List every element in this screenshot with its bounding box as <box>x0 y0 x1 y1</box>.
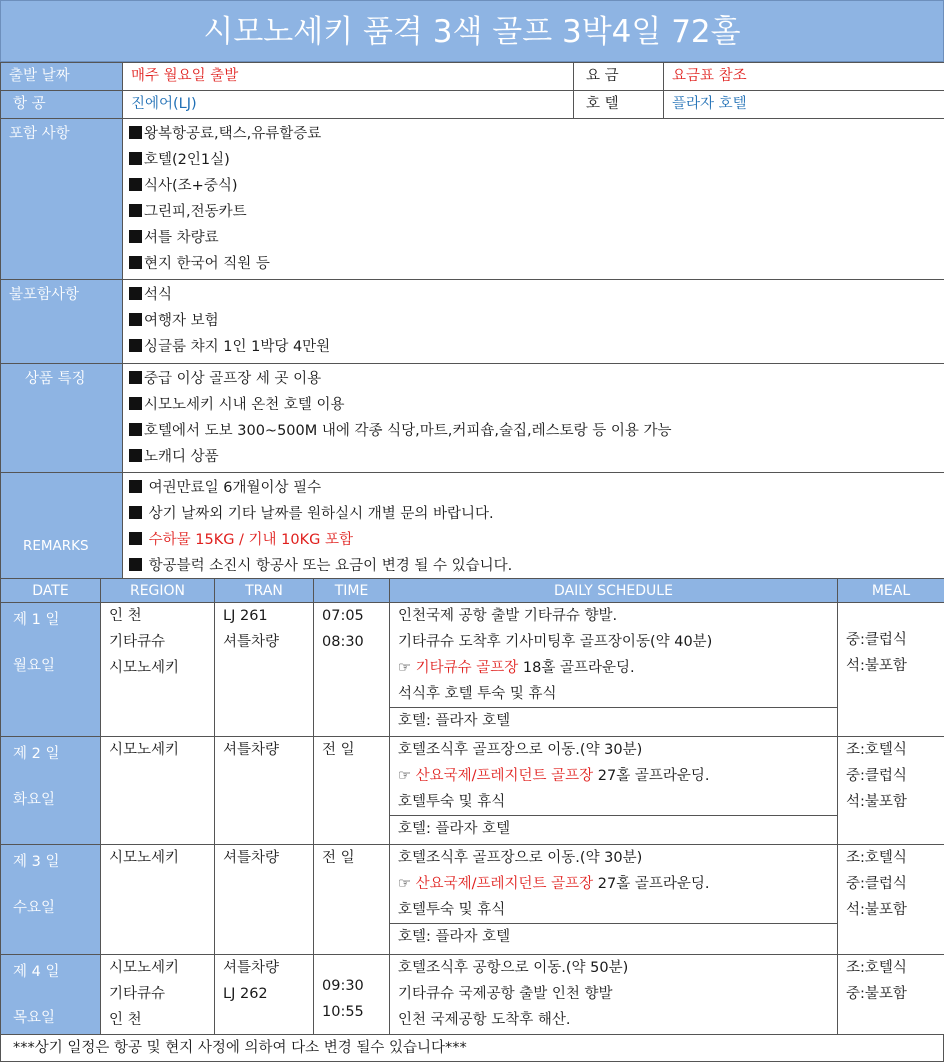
meal-cell <box>838 603 944 737</box>
fee-label: 요 금 <box>574 63 664 91</box>
hotel-label: 호 텔 <box>574 91 664 119</box>
remarks-list <box>123 473 944 582</box>
schedule-row <box>1 955 944 1035</box>
region-line: 시모노세키 <box>109 660 180 676</box>
pointing-hand-icon: ☞ <box>398 876 411 892</box>
pointing-hand-icon: ☞ <box>398 768 411 784</box>
list-item <box>129 553 938 579</box>
day-number: 제 1 일 <box>13 612 60 628</box>
region-line: 기타큐슈 <box>109 986 166 1002</box>
schedule-line: 기타큐슈 국제공항 출발 인천 향발 <box>398 986 613 1002</box>
list-item <box>129 444 938 470</box>
list-item-text: 그린피,전동카트 <box>144 204 247 220</box>
region-line: 시모노세키 <box>109 742 180 758</box>
meal-line: 석:불포함 <box>846 658 907 674</box>
daily-schedule-cell <box>390 845 838 955</box>
list-item-text: 현지 한국어 직원 등 <box>144 256 270 272</box>
daily-schedule-cell <box>390 955 838 1035</box>
list-item-text: 여행자 보험 <box>144 313 219 329</box>
schedule-line: 호텔투숙 및 휴식 <box>398 794 506 810</box>
day-number: 제 2 일 <box>13 746 60 762</box>
schedule-line: 인천국제 공항 출발 기타큐슈 향발. <box>398 608 618 624</box>
col-time: TIME <box>314 579 390 603</box>
time-line: 10:55 <box>322 1004 364 1020</box>
list-item <box>129 418 938 444</box>
schedule-line: 기타큐슈 도착후 기사미팅후 골프장이동(약 40분) <box>398 634 713 650</box>
features-list <box>123 364 944 473</box>
day-number: 제 3 일 <box>13 854 60 870</box>
region-cell <box>101 955 215 1035</box>
bullet-square-icon <box>129 178 142 191</box>
meal-line: 석:불포함 <box>846 902 907 918</box>
list-item-text: 식사(조+중식) <box>144 178 238 194</box>
pointing-hand-icon: ☞ <box>398 660 411 676</box>
col-date: DATE <box>1 579 101 603</box>
info-table <box>0 62 944 582</box>
bullet-square-icon <box>129 506 142 519</box>
golf-course-name: 산요국제/프레지던트 골프장 <box>411 768 594 784</box>
day-cell <box>1 737 101 845</box>
departure-label: 출발 날짜 <box>1 63 123 91</box>
meal-line: 중:클럽식 <box>846 632 907 648</box>
time-cell <box>314 845 390 955</box>
features-label: 상품 특징 <box>1 364 123 473</box>
region-line: 기타큐슈 <box>109 634 166 650</box>
list-item <box>129 392 938 418</box>
meal-line: 중:클럽식 <box>846 876 907 892</box>
meal-cell <box>838 845 944 955</box>
golf-line <box>398 655 829 681</box>
region-line: 인 천 <box>109 608 142 624</box>
day-cell <box>1 955 101 1035</box>
meal-line: 조:호텔식 <box>846 850 907 866</box>
day-weekday: 수요일 <box>13 900 56 916</box>
list-item-text: 여권만료일 6개월이상 필수 <box>144 480 322 496</box>
bullet-square-icon <box>129 313 142 326</box>
col-tran: TRAN <box>215 579 314 603</box>
airline-value: 진에어(LJ) <box>123 91 574 119</box>
list-item <box>129 501 938 527</box>
schedule-line: 호텔조식후 골프장으로 이동.(약 30분) <box>398 742 643 758</box>
bullet-square-icon <box>129 449 142 462</box>
airline-label: 항 공 <box>1 91 123 119</box>
list-item-text: 왕복항공료,택스,유류할증료 <box>144 126 322 142</box>
golf-round-info: 27홀 골프라운딩. <box>593 876 710 892</box>
list-item <box>129 173 938 199</box>
hotel-line: 호텔: 플라자 호텔 <box>390 707 837 734</box>
meal-cell <box>838 737 944 845</box>
region-line: 인 천 <box>109 1012 142 1028</box>
day-weekday: 월요일 <box>13 658 56 674</box>
meal-line: 중:클럽식 <box>846 768 907 784</box>
tran-line: LJ 262 <box>223 986 268 1002</box>
included-label: 포함 사항 <box>1 119 123 280</box>
bullet-square-icon <box>129 204 142 217</box>
meal-cell <box>838 955 944 1035</box>
bullet-square-icon <box>129 152 142 165</box>
list-item-text: 시모노세키 시내 온천 호텔 이용 <box>144 397 345 413</box>
tran-cell <box>215 737 314 845</box>
time-line: 전 일 <box>322 742 355 758</box>
list-item <box>129 147 938 173</box>
time-cell <box>314 737 390 845</box>
list-item <box>129 366 938 392</box>
list-item <box>129 282 938 308</box>
time-line: 07:05 <box>322 608 364 624</box>
list-item-text: 중급 이상 골프장 세 곳 이용 <box>144 371 322 387</box>
region-line: 시모노세키 <box>109 850 180 866</box>
schedule-line: 석식후 호텔 투숙 및 휴식 <box>398 686 557 702</box>
list-item <box>129 121 938 147</box>
tran-cell <box>215 845 314 955</box>
golf-line <box>398 763 829 789</box>
bullet-square-icon <box>129 287 142 300</box>
region-cell <box>101 603 215 737</box>
list-item-text: 수하물 15KG / 기내 10KG 포함 <box>144 532 353 548</box>
departure-value: 매주 월요일 출발 <box>123 63 574 91</box>
list-item-text: 싱글룸 챠지 1인 1박당 4만원 <box>144 339 331 355</box>
col-daily-schedule: DAILY SCHEDULE <box>390 579 838 603</box>
tran-line: 셔틀차량 <box>223 850 280 866</box>
schedule-row <box>1 845 944 955</box>
bullet-square-icon <box>129 532 142 545</box>
time-line: 09:30 <box>322 978 364 994</box>
list-item-text: 호텔에서 도보 300~500M 내에 각종 식당,마트,커피숍,술집,레스토랑 등 이용 가능 <box>144 423 672 439</box>
region-cell <box>101 737 215 845</box>
list-item <box>129 308 938 334</box>
tran-line: LJ 261 <box>223 608 268 624</box>
daily-schedule-cell <box>390 737 838 845</box>
fee-value: 요금표 참조 <box>664 63 944 91</box>
list-item-text: 노캐디 상품 <box>144 449 219 465</box>
tran-line: 셔틀차량 <box>223 742 280 758</box>
schedule-row <box>1 603 944 737</box>
hotel-value: 플라자 호텔 <box>664 91 944 119</box>
time-cell <box>314 603 390 737</box>
tran-line: 셔틀차량 <box>223 960 280 976</box>
list-item-text: 호텔(2인1실) <box>144 152 230 168</box>
bullet-square-icon <box>129 339 142 352</box>
day-cell <box>1 603 101 737</box>
time-line: 08:30 <box>322 634 364 650</box>
meal-line: 석:불포함 <box>846 794 907 810</box>
day-weekday: 화요일 <box>13 792 56 808</box>
col-region: REGION <box>101 579 215 603</box>
excluded-label: 불포함사항 <box>1 280 123 364</box>
page-title: 시모노세키 품격 3색 골프 3박4일 72홀 <box>0 0 944 62</box>
bullet-square-icon <box>129 371 142 384</box>
remarks-label: REMARKS <box>1 473 123 582</box>
bullet-square-icon <box>129 256 142 269</box>
golf-course-name: 기타큐슈 골프장 <box>411 660 519 676</box>
meal-line: 중:불포함 <box>846 986 907 1002</box>
list-item <box>129 251 938 277</box>
meal-line: 조:호텔식 <box>846 742 907 758</box>
bullet-square-icon <box>129 126 142 139</box>
day-weekday: 목요일 <box>13 1010 56 1026</box>
list-item-text: 석식 <box>144 287 173 303</box>
schedule-row <box>1 737 944 845</box>
hotel-line: 호텔: 플라자 호텔 <box>390 815 837 842</box>
golf-round-info: 18홀 골프라운딩. <box>518 660 635 676</box>
tran-cell <box>215 955 314 1035</box>
excluded-list <box>123 280 944 364</box>
list-item-text: 항공블럭 소진시 항공사 또는 요금이 변경 될 수 있습니다. <box>144 558 513 574</box>
bullet-square-icon <box>129 230 142 243</box>
footer-note: ***상기 일정은 항공 및 현지 사정에 의하여 다소 변경 될수 있습니다*** <box>0 1034 944 1062</box>
list-item <box>129 475 938 501</box>
hotel-line: 호텔: 플라자 호텔 <box>390 923 837 950</box>
daily-schedule-cell <box>390 603 838 737</box>
golf-course-name: 산요국제/프레지던트 골프장 <box>411 876 594 892</box>
included-list <box>123 119 944 280</box>
time-line: 전 일 <box>322 850 355 866</box>
bullet-square-icon <box>129 423 142 436</box>
list-item-text: 셔틀 차량료 <box>144 230 219 246</box>
list-item <box>129 225 938 251</box>
tran-line: 셔틀차량 <box>223 634 280 650</box>
schedule-table <box>0 578 944 1035</box>
schedule-line: 호텔조식후 골프장으로 이동.(약 30분) <box>398 850 643 866</box>
schedule-line: 호텔조식후 공항으로 이동.(약 50분) <box>398 960 629 976</box>
meal-line: 조:호텔식 <box>846 960 907 976</box>
day-number: 제 4 일 <box>13 964 60 980</box>
time-cell <box>314 955 390 1035</box>
bullet-square-icon <box>129 480 142 493</box>
list-item-text: 상기 날짜외 기타 날짜를 원하실시 개별 문의 바랍니다. <box>144 506 494 522</box>
region-cell <box>101 845 215 955</box>
list-item <box>129 527 938 553</box>
tran-cell <box>215 603 314 737</box>
list-item <box>129 199 938 225</box>
schedule-line: 호텔투숙 및 휴식 <box>398 902 506 918</box>
bullet-square-icon <box>129 397 142 410</box>
golf-round-info: 27홀 골프라운딩. <box>593 768 710 784</box>
golf-line <box>398 871 829 897</box>
day-cell <box>1 845 101 955</box>
col-meal: MEAL <box>838 579 944 603</box>
schedule-line: 인천 국제공항 도착후 해산. <box>398 1012 571 1028</box>
bullet-square-icon <box>129 558 142 571</box>
region-line: 시모노세키 <box>109 960 180 976</box>
list-item <box>129 334 938 360</box>
